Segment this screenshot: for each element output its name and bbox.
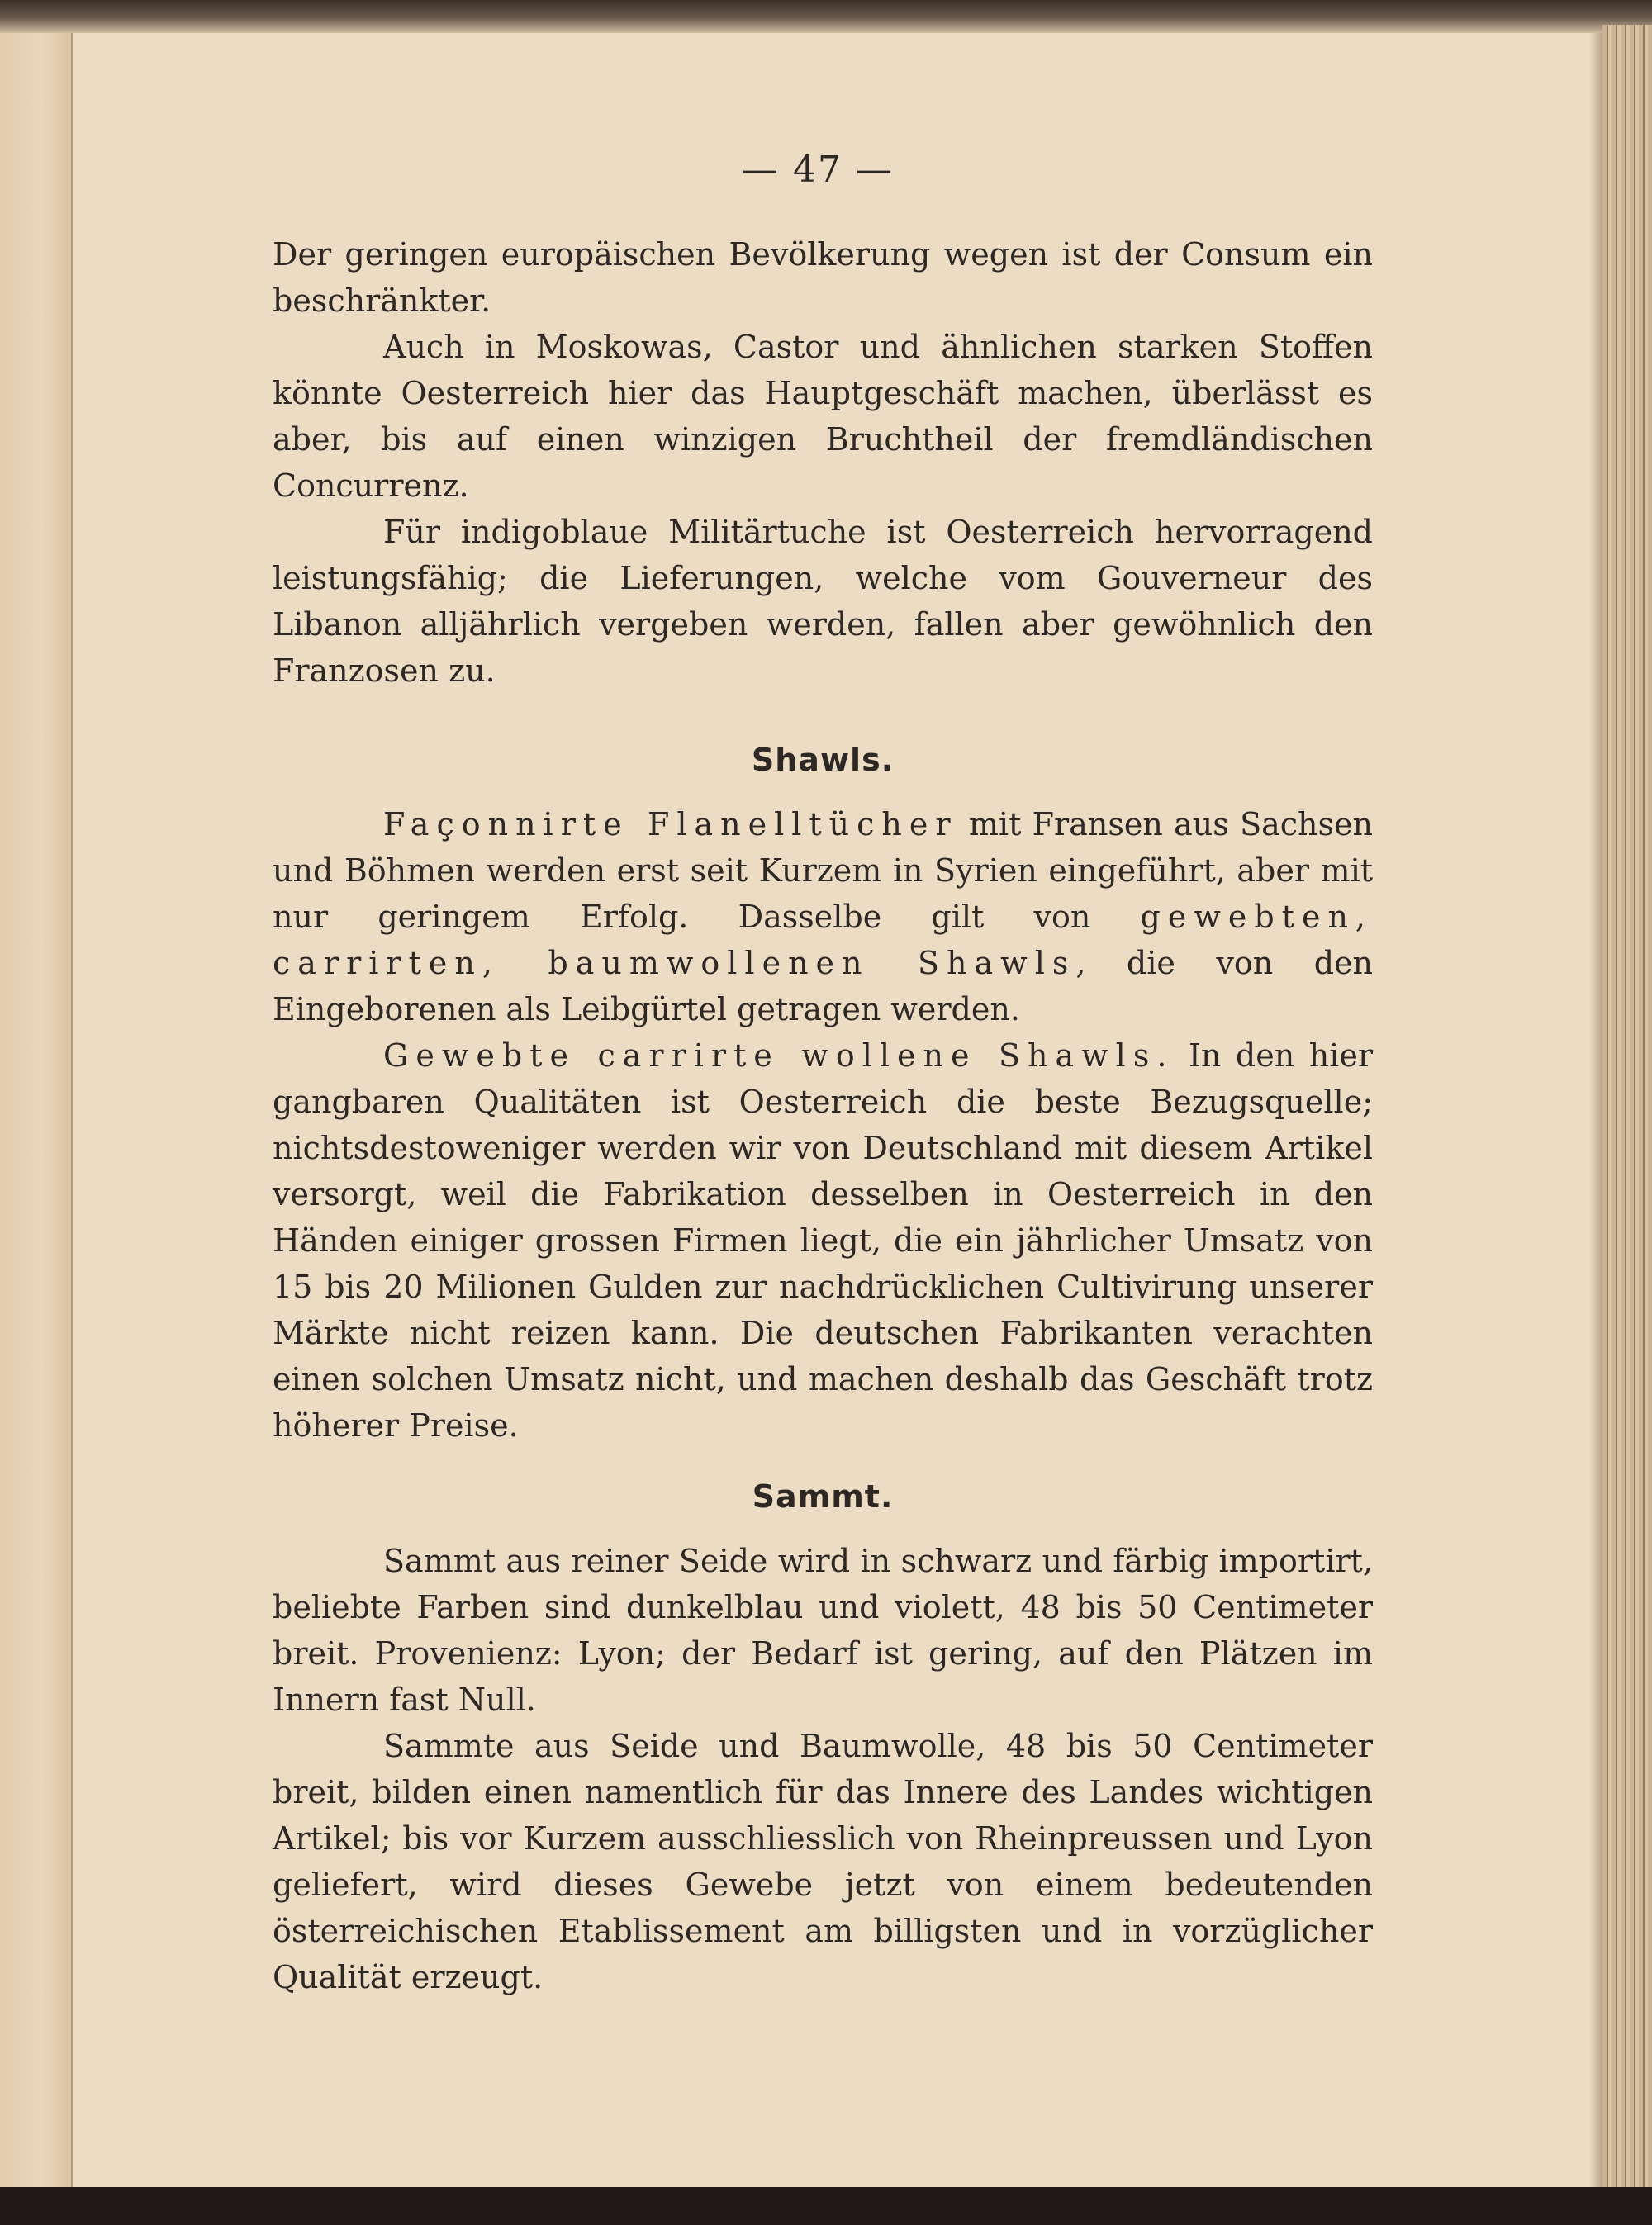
paragraph-text: , die von den Eingeborenen als Leibgürtel getragen werden. <box>273 945 1373 1027</box>
section-heading-shawls: Shawls. <box>751 742 895 778</box>
page-top-edge <box>0 0 1652 33</box>
paragraph-intro-2: Auch in Moskowas, Castor und ähnlichen starken Stoffen könnte Oesterreich hier das Hauptgeschäft machen, überlässt es aber, bis auf einen winzigen Bruchtheil der fremdländischen Concurrenz. <box>273 329 1373 504</box>
page-gutter <box>0 33 73 2187</box>
paragraph-text: mit Fransen aus Sachsen und Böhmen werden erst seit Kurzem in Syrien eingeführt, aber mit nur geringem Erfolg. Dasselbe gilt von <box>273 806 1373 935</box>
section-heading-sammt: Sammt. <box>752 1478 894 1515</box>
paragraph-shawls-2 <box>273 1032 1373 1449</box>
spaced-term: Gewebte carrirte wollene Shawls. <box>383 1037 1175 1074</box>
text-block <box>273 231 1373 2000</box>
page-right-shadow <box>1589 33 1602 2187</box>
paragraph-intro-1: Der geringen europäischen Bevölkerung wegen ist der Consum ein beschränkter. <box>273 236 1373 319</box>
page-bottom-edge <box>0 2187 1652 2225</box>
paragraph-sammt-1: Sammt aus reiner Seide wird in schwarz und färbig importirt, beliebte Farben sind dunkelblau und violett, 48 bis 50 Centimeter breit. Provenienz: Lyon; der Bedarf ist gering, auf den Plätzen im Innern fast Null. <box>273 1543 1373 1718</box>
paragraph-shawls-1 <box>273 801 1373 1032</box>
paragraph-sammt-2: Sammte aus Seide und Baumwolle, 48 bis 50 Centimeter breit, bilden einen namentlich für das Innere des Landes wichtigen Artikel; bis vor Kurzem ausschliesslich von Rheinpreussen und Lyon geliefert, wird dieses Gewebe jetzt von einem bedeutenden österreichischen Etablissement am billigsten und in vorzüglicher Qualität erzeugt. <box>273 1728 1373 1995</box>
spaced-term: Façonnirte Flanelltücher <box>383 806 958 842</box>
page-number: — 47 — <box>742 149 894 191</box>
paragraph-intro-3: Für indigoblaue Militärtuche ist Oesterreich hervorragend leistungsfähig; die Lieferungen, welche vom Gouverneur des Libanon alljährlich vergeben werden, fallen aber gewöhnlich den Franzosen zu. <box>273 514 1373 689</box>
book-page-edges <box>1602 25 1652 2187</box>
paragraph-text: In den hier gangbaren Qualitäten ist Oesterreich die beste Bezugsquelle; nichtsdestoweniger werden wir von Deutschland mit diesem Artikel versorgt, weil die Fabrikation desselben in Oesterreich in den Händen einiger grossen Firmen liegt, die ein jährlicher Umsatz von 15 bis 20 Milionen Gulden zur nachdrücklichen Cultivirung unserer Märkte nicht reizen kann. Die deutschen Fabrikanten verachten einen solchen Umsatz nicht, und machen deshalb das Geschäft trotz höherer Preise. <box>273 1037 1373 1444</box>
spaced-term: gewebten, carrirten, baumwollenen Shawls <box>273 899 1373 981</box>
